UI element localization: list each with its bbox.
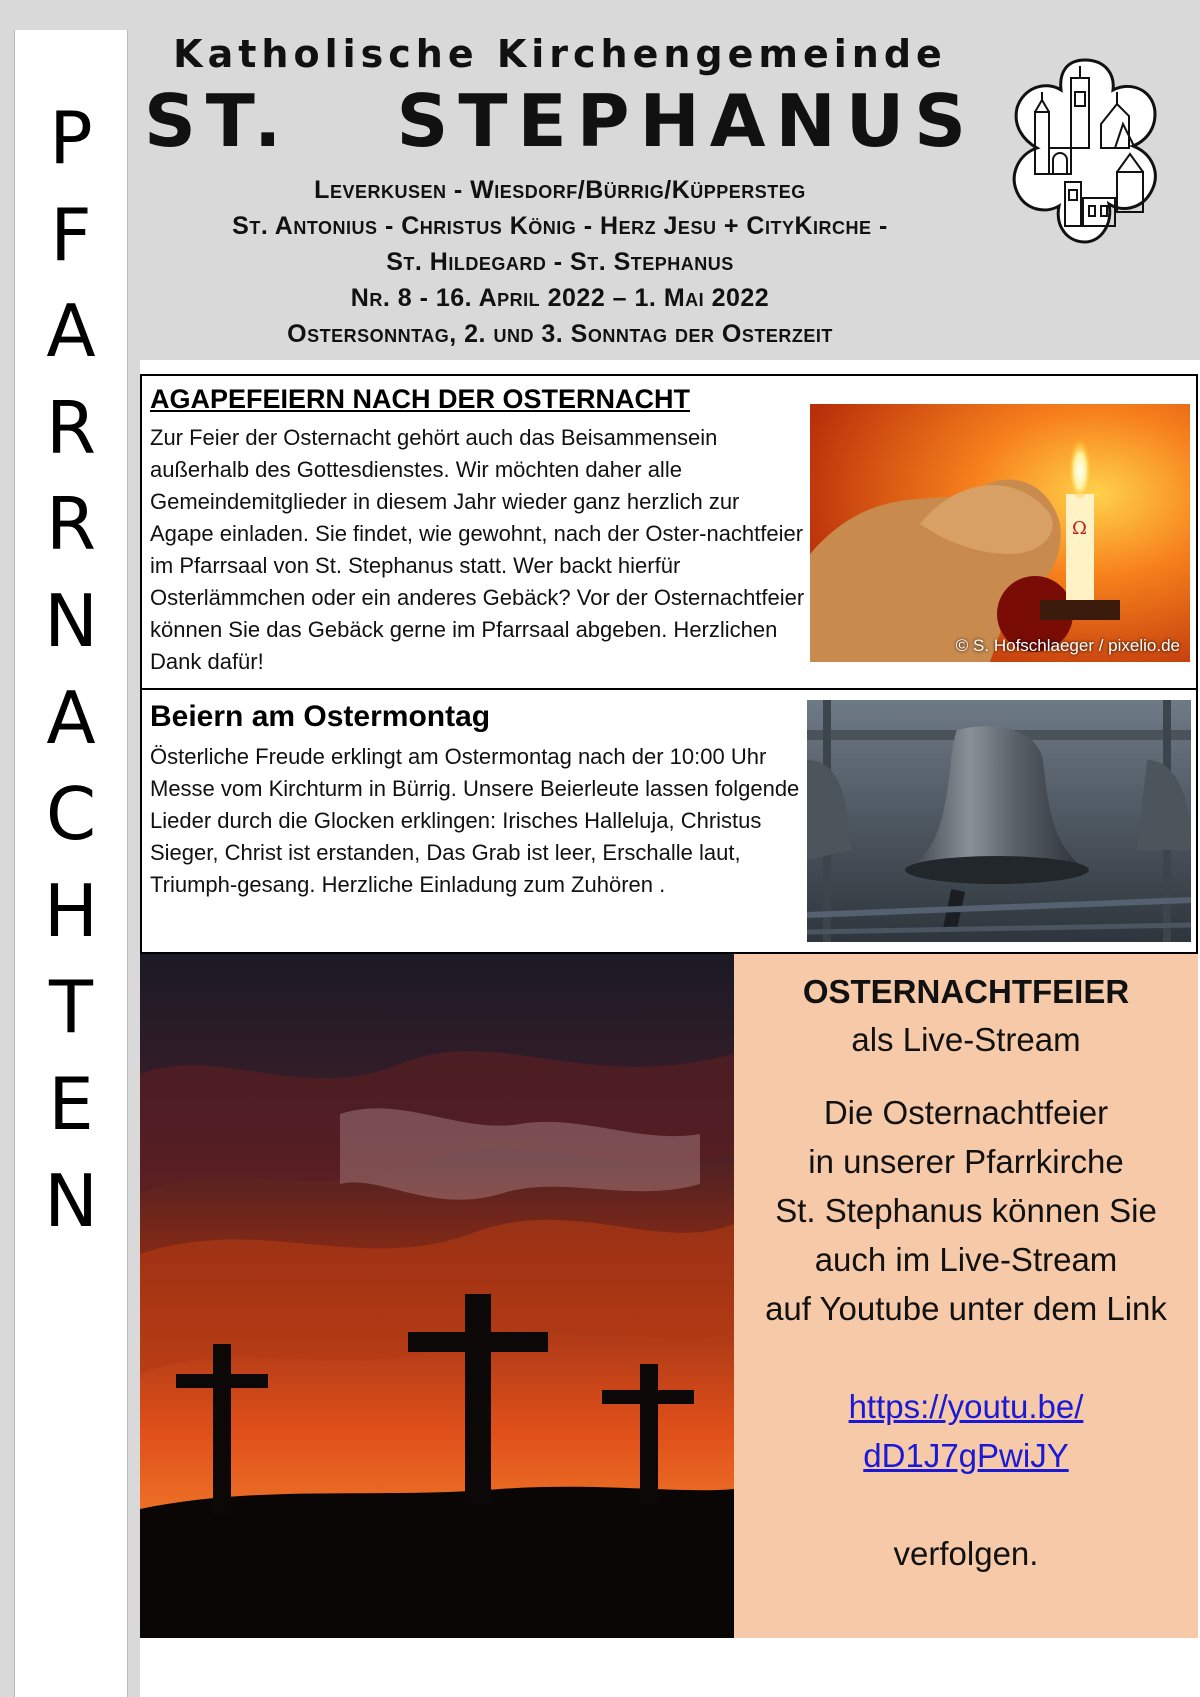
omega-symbol: Ω	[1072, 518, 1087, 539]
parish-name: ST. STEPHANUS	[143, 79, 977, 163]
vertical-title-letter: R	[45, 385, 97, 470]
article-agape	[140, 374, 1198, 690]
vertical-title-strip	[14, 30, 128, 1697]
vertical-title-letter: E	[48, 1061, 94, 1146]
vertical-title-letter: C	[45, 772, 97, 857]
livestream-body-line: auch im Live-Stream	[814, 1241, 1118, 1278]
vertical-title-letter: N	[44, 578, 98, 663]
agape-title: AGAPEFEIERN NACH DER OSTERNACHT	[150, 384, 691, 414]
photo-credit: © S. Hofschlaeger / pixelio.de	[955, 636, 1180, 655]
churches-line-1: St. Antonius - Christus König - Herz Jesu + CityKirche -	[232, 212, 888, 240]
livestream-body-line: in unserer Pfarrkirche	[808, 1143, 1124, 1180]
vertical-title-letter: N	[44, 1158, 98, 1243]
masthead	[140, 30, 980, 352]
livestream-body-line: St. Stephanus können Sie	[775, 1192, 1157, 1229]
livestream-subheading: als Live-Stream	[851, 1021, 1081, 1058]
livestream-closing: verfolgen.	[893, 1535, 1039, 1572]
easter-lamb-photo	[810, 404, 1190, 662]
livestream-panel	[734, 954, 1198, 1638]
vertical-title-letter: A	[46, 675, 96, 760]
vertical-title-letter: R	[45, 482, 97, 567]
livestream-heading: OSTERNACHTFEIER	[802, 973, 1130, 1010]
church-bell-photo	[807, 700, 1191, 942]
issue-dates: Nr. 8 - 16. April 2022 – 1. Mai 2022	[350, 284, 770, 312]
article-beiern	[140, 688, 1198, 954]
vertical-title-letter: P	[49, 96, 93, 180]
agape-body: Zur Feier der Osternacht gehört auch das Beisammensein außerhalb des Gottesdienstes. Wir möchten daher alle Gemeindemitglieder in diesem Jahr wieder ganz herzlich zur Agape einladen. Sie findet, wie gewohnt, nach der Oster-nachtfeier im Pfarrsaal von St. Stephanus statt. Wer backt hierfür Osterlämmchen oder ein anderes Gebäck? Vor der Osternachtfeier können Sie das Gebäck gerne im Pfarrsaal abgeben. Herzlichen Dank dafür!	[150, 425, 805, 674]
youtube-link[interactable]: https://youtu.be/ dD1J7gPwiJY	[848, 1388, 1084, 1474]
vertical-title-letter: T	[49, 965, 93, 1050]
location-line: Leverkusen - Wiesdorf/Bürrig/Küppersteg	[314, 176, 806, 204]
livestream-body	[734, 1088, 1198, 1333]
livestream-body-line: auf Youtube unter dem Link	[765, 1290, 1167, 1327]
three-crosses-image	[140, 954, 734, 1638]
vertical-title	[15, 90, 127, 1249]
livestream-body-line: Die Osternachtfeier	[823, 1094, 1109, 1131]
vertical-title-letter: F	[50, 192, 92, 277]
vertical-title-letter: A	[46, 289, 96, 374]
parish-logo	[1005, 52, 1165, 248]
parish-label: Katholische Kirchengemeinde	[173, 32, 947, 76]
churches-line-2: St. Hildegard - St. Stephanus	[386, 248, 734, 276]
beiern-title: Beiern am Ostermontag	[150, 700, 491, 733]
beiern-body: Österliche Freude erklingt am Ostermontag nach der 10:00 Uhr Messe vom Kirchturm in Bürrig. Unsere Beierleute lassen folgende Lieder durch die Glocken erklingen: Irisches Halleluja, Christus Sieger, Christ ist erstanden, Das Grab ist leer, Erschalle laut, Triumph-gesang. Herzliche Einladung zum Zuhören .	[150, 744, 800, 897]
liturgical-dates: Ostersonntag, 2. und 3. Sonntag der Osterzeit	[287, 320, 833, 348]
vertical-title-letter: H	[43, 868, 99, 953]
